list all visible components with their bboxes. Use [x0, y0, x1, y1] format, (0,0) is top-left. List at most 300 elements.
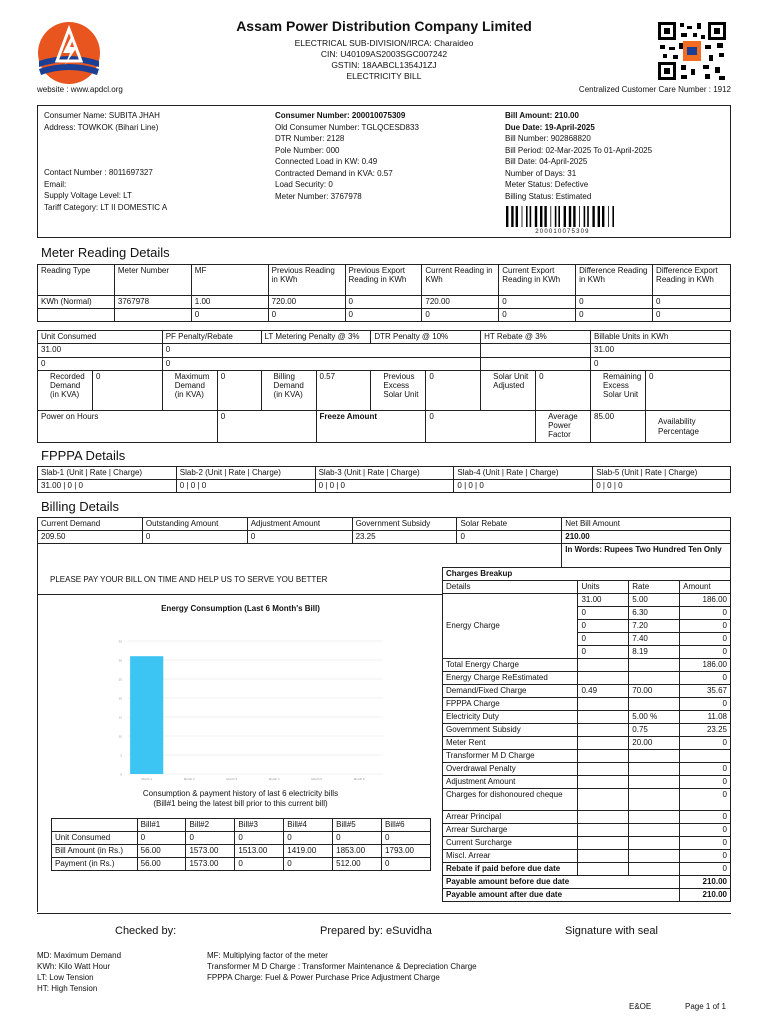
- table-cell: KWh (Normal): [38, 296, 115, 309]
- history-caption: [38, 789, 443, 809]
- table-cell: 0: [680, 850, 731, 863]
- charge-label: Arrear Principal: [443, 811, 578, 824]
- table-cell: [38, 309, 115, 322]
- payable-before-due-value: 210.00: [680, 876, 731, 889]
- table-cell: 0: [680, 763, 731, 776]
- table-cell: [578, 763, 629, 776]
- table-cell: [481, 344, 591, 358]
- col-billable-units: Billable Units in KWh: [591, 331, 731, 344]
- old-consumer-number: Old Consumer Number: TGLQCESD833: [275, 122, 419, 132]
- table-cell: 3767978: [114, 296, 191, 309]
- table-cell: 0: [142, 531, 247, 544]
- payable-before-due-label: Payable amount before due date: [443, 876, 680, 889]
- table-cell: 0: [680, 633, 731, 646]
- table-cell: [52, 819, 138, 832]
- charges-breakup-title: Charges Breakup: [443, 568, 731, 581]
- barcode-bar: [530, 206, 532, 227]
- table-cell: 0: [235, 832, 284, 845]
- table-cell: [629, 698, 680, 711]
- table-cell: [578, 824, 629, 837]
- barcode-bar: [544, 206, 546, 227]
- table-cell: [629, 672, 680, 685]
- charge-label: Miscl. Arrear: [443, 850, 578, 863]
- barcode-bar: [550, 206, 551, 227]
- table-cell: 1573.00: [186, 845, 235, 858]
- table-cell: [578, 811, 629, 824]
- bill-date: Bill Date: 04-April-2025: [505, 157, 588, 166]
- freeze-amount-label: Freeze Amount: [316, 411, 426, 443]
- table-cell: 0: [333, 832, 382, 845]
- table-cell: 0: [653, 296, 731, 309]
- bill-amount: Bill Amount: 210.00: [505, 111, 579, 120]
- table-cell: 7.20: [629, 620, 680, 633]
- table-cell: 20.00: [629, 737, 680, 750]
- table-cell: 0 | 0 | 0: [176, 480, 315, 493]
- table-cell: 0: [680, 646, 731, 659]
- barcode-bar: [573, 206, 575, 227]
- col-amount: Amount: [680, 581, 731, 594]
- billing-demand-value: 0.57: [316, 371, 371, 411]
- table-cell: 0: [680, 776, 731, 789]
- table-cell: 0: [578, 620, 629, 633]
- table-cell: 0: [680, 811, 731, 824]
- billing-status: Billing Status: Estimated: [505, 191, 592, 201]
- due-date: Due Date: 19-April-2025: [505, 122, 595, 132]
- barcode-bar: [511, 206, 513, 227]
- bill-period: Bill Period: 02-Mar-2025 To 01-April-2025: [505, 145, 653, 155]
- row-label: Bill Amount (in Rs.): [52, 845, 138, 858]
- table-cell: 0 | 0 | 0: [315, 480, 454, 493]
- meter-reading-table: [37, 264, 731, 322]
- x-tick-label: Month 2: [183, 777, 195, 781]
- x-tick-label: Month 5: [311, 777, 323, 781]
- table-cell: 0.75: [629, 724, 680, 737]
- col-difference-reading: Difference Reading in KWh: [576, 265, 653, 296]
- qr-code-icon: [657, 21, 727, 81]
- col-previous-export: Previous Export Reading in KWh: [345, 265, 422, 296]
- col-net-bill: Net Bill Amount: [562, 518, 731, 531]
- consumer-address: Address: TOWKOK (Bihari Line): [44, 122, 159, 132]
- col-solar-rebate: Solar Rebate: [457, 518, 562, 531]
- table-cell: [481, 358, 591, 371]
- legend-fpppa: FPPPA Charge: Fuel & Power Purchase Price Adjustment Charge: [207, 973, 440, 982]
- legend-right: [207, 950, 477, 983]
- x-tick-label: Month 4: [268, 777, 280, 781]
- history-caption-line-2: (Bill#1 being the latest bill prior to this current bill): [153, 799, 328, 808]
- connection-details: [275, 110, 495, 202]
- col-reading-type: Reading Type: [38, 265, 115, 296]
- barcode-number: 200010075309: [535, 229, 590, 235]
- table-cell: 0: [499, 296, 576, 309]
- table-cell: 31.00 | 0 | 0: [38, 480, 177, 493]
- table-cell: 0: [162, 358, 480, 371]
- payable-after-due-value: 210.00: [680, 889, 731, 902]
- table-cell: [578, 737, 629, 750]
- table-cell: 209.50: [38, 531, 143, 544]
- charge-label: Overdrawal Penalty: [443, 763, 578, 776]
- table-cell: 0.49: [578, 685, 629, 698]
- pole-number: Pole Number: 000: [275, 145, 340, 155]
- barcode-bar: [506, 206, 508, 227]
- col-bill-3: Bill#3: [235, 819, 284, 832]
- table-cell: [578, 750, 629, 763]
- legend-ht: HT: High Tension: [37, 984, 98, 993]
- table-cell: 35.67: [680, 685, 731, 698]
- table-cell: [578, 672, 629, 685]
- signature-with-seal: Signature with seal: [565, 925, 658, 937]
- legend-lt: LT: Low Tension: [37, 973, 94, 982]
- page-number: Page 1 of 1: [685, 1002, 726, 1011]
- legend-left: [37, 950, 121, 994]
- barcode-bar: [584, 206, 586, 227]
- table-cell: [629, 763, 680, 776]
- barcode-bar: [592, 206, 594, 227]
- charge-label: Electricity Duty: [443, 711, 578, 724]
- table-cell: [629, 850, 680, 863]
- legend-transformer: Transformer M D Charge : Transformer Maintenance & Depreciation Charge: [207, 962, 477, 971]
- meter-status: Meter Status: Defective: [505, 180, 589, 189]
- table-cell: 6.30: [629, 607, 680, 620]
- solar-adjusted-value: 0: [536, 371, 591, 411]
- number-of-days: Number of Days: 31: [505, 168, 577, 178]
- supply-voltage: Supply Voltage Level: LT: [44, 191, 132, 200]
- y-tick-label: 15: [118, 715, 122, 720]
- col-dtr-penalty: DTR Penalty @ 10%: [371, 331, 481, 344]
- amount-in-words: In Words: Rupees Two Hundred Ten Only: [562, 544, 731, 568]
- table-cell: 0: [345, 309, 422, 322]
- table-cell: 31.00: [38, 344, 163, 358]
- history-table: [51, 818, 431, 871]
- col-current-reading: Current Reading in KWh: [422, 265, 499, 296]
- table-cell: [680, 750, 731, 763]
- table-cell: 7.40: [629, 633, 680, 646]
- table-cell: 0: [422, 309, 499, 322]
- barcode: [505, 206, 620, 234]
- col-slab-3: Slab-3 (Unit | Rate | Charge): [315, 467, 454, 480]
- table-cell: [578, 863, 629, 876]
- payable-after-due-label: Payable amount after due date: [443, 889, 680, 902]
- y-tick-label: 25: [118, 677, 122, 682]
- table-cell: 0: [268, 309, 345, 322]
- table-cell: 0: [345, 296, 422, 309]
- barcode-bar: [608, 206, 609, 227]
- solar-adjusted-label: Solar Unit Adjusted: [481, 371, 536, 411]
- table-cell: 0: [680, 607, 731, 620]
- x-tick-label: Month 3: [226, 777, 238, 781]
- table-cell: 0: [247, 531, 352, 544]
- table-cell: 0: [680, 698, 731, 711]
- barcode-bar: [587, 206, 589, 227]
- previous-excess-solar-value: 0: [426, 371, 481, 411]
- table-cell: 0: [186, 832, 235, 845]
- energy-charge-label: Energy Charge: [443, 594, 578, 659]
- recorded-demand-value: 0: [92, 371, 162, 411]
- left-billing-panel: [37, 567, 442, 912]
- y-tick-label: 20: [118, 696, 122, 701]
- col-slab-1: Slab-1 (Unit | Rate | Charge): [38, 467, 177, 480]
- freeze-amount-value: 0: [426, 411, 536, 443]
- table-cell: 0: [191, 309, 268, 322]
- charge-label: Transformer M D Charge: [443, 750, 578, 763]
- table-cell: [114, 309, 191, 322]
- barcode-bar: [612, 206, 614, 227]
- table-cell: 31.00: [591, 344, 731, 358]
- contact-number: Contact Number : 8011697327: [44, 168, 153, 177]
- table-cell: 5.00 %: [629, 711, 680, 724]
- maximum-demand-value: 0: [217, 371, 261, 411]
- cin: CIN: U40109AS2003SGC007242: [320, 49, 448, 59]
- table-cell: 0: [457, 531, 562, 544]
- y-tick-label: 0: [120, 772, 122, 777]
- barcode-bar: [540, 206, 542, 227]
- col-adjustment: Adjustment Amount: [247, 518, 352, 531]
- connected-load: Connected Load in KW: 0.49: [275, 157, 378, 166]
- consumer-name: Consumer Name: SUBITA JHAH: [44, 111, 160, 120]
- table-cell: 70.00: [629, 685, 680, 698]
- consumer-number: Consumer Number: 200010075309: [275, 111, 406, 120]
- checked-by: Checked by:: [115, 925, 177, 937]
- col-slab-4: Slab-4 (Unit | Rate | Charge): [454, 467, 593, 480]
- barcode-bar: [526, 206, 528, 227]
- table-cell: [38, 544, 562, 568]
- row-label: Unit Consumed: [52, 832, 138, 845]
- fpppa-title: FPPPA Details: [41, 448, 126, 463]
- table-cell: 720.00: [422, 296, 499, 309]
- barcode-bar: [564, 206, 566, 227]
- table-cell: 0: [162, 344, 480, 358]
- charge-label: Demand/Fixed Charge: [443, 685, 578, 698]
- table-cell: [578, 724, 629, 737]
- table-cell: 1793.00: [382, 845, 431, 858]
- table-cell: 0: [591, 358, 731, 371]
- charge-label: Meter Rent: [443, 737, 578, 750]
- power-on-hours-label: Power on Hours: [38, 411, 218, 443]
- barcode-bar: [522, 206, 523, 227]
- table-cell: 0 | 0 | 0: [454, 480, 593, 493]
- barcode-bar: [555, 206, 557, 227]
- charge-label: Arrear Surcharge: [443, 824, 578, 837]
- table-cell: 0: [576, 309, 653, 322]
- billing-title: Billing Details: [41, 499, 120, 514]
- maximum-demand-label: Maximum Demand (in KVA): [162, 371, 217, 411]
- col-slab-5: Slab-5 (Unit | Rate | Charge): [593, 467, 731, 480]
- gstin: GSTIN: 18AABCL1354J1ZJ: [331, 60, 437, 70]
- table-cell: 1573.00: [186, 858, 235, 871]
- col-units: Units: [578, 581, 629, 594]
- table-cell: [629, 811, 680, 824]
- table-cell: 56.00: [137, 845, 186, 858]
- col-unit-consumed: Unit Consumed: [38, 331, 163, 344]
- units-table: [37, 330, 731, 443]
- energy-consumption-chart: [83, 617, 393, 782]
- customer-care: Centralized Customer Care Number : 1912: [578, 85, 731, 94]
- table-cell: 11.08: [680, 711, 731, 724]
- barcode-bar: [558, 206, 560, 227]
- col-current-demand: Current Demand: [38, 518, 143, 531]
- table-cell: [578, 850, 629, 863]
- sub-division: ELECTRICAL SUB-DIVISION/IRCA: Charaideo: [294, 38, 474, 48]
- charge-label: Current Surcharge: [443, 837, 578, 850]
- table-cell: 0: [137, 832, 186, 845]
- legend-mf: MF: Multiplying factor of the meter: [207, 951, 328, 960]
- col-outstanding: Outstanding Amount: [142, 518, 247, 531]
- col-difference-export: Difference Export Reading in KWh: [653, 265, 731, 296]
- table-cell: [629, 824, 680, 837]
- bar: [130, 656, 163, 774]
- table-cell: 56.00: [137, 858, 186, 871]
- average-power-factor-value: 85.00: [591, 411, 646, 443]
- col-bill-2: Bill#2: [186, 819, 235, 832]
- table-cell: [578, 837, 629, 850]
- col-govt-subsidy: Government Subsidy: [352, 518, 457, 531]
- prepared-by: Prepared by: eSuvidha: [320, 925, 432, 937]
- chart-title: Energy Consumption (Last 6 Month's Bill): [161, 604, 320, 613]
- table-cell: 0: [382, 858, 431, 871]
- barcode-bar: [516, 206, 518, 227]
- consumer-info-box: [37, 105, 731, 238]
- consumer-details: [44, 110, 264, 213]
- charge-label: Adjustment Amount: [443, 776, 578, 789]
- table-cell: 0: [235, 858, 284, 871]
- barcode-bar: [598, 206, 600, 227]
- charges-breakup-table: [442, 567, 731, 902]
- table-cell: 0: [578, 633, 629, 646]
- col-bill-5: Bill#5: [333, 819, 382, 832]
- contracted-demand: Contracted Demand in KVA: 0.57: [275, 168, 393, 178]
- charge-label: FPPPA Charge: [443, 698, 578, 711]
- table-cell: 1.00: [191, 296, 268, 309]
- eoe: E&OE: [629, 1002, 652, 1011]
- table-cell: [578, 776, 629, 789]
- document-type: ELECTRICITY BILL: [346, 71, 422, 81]
- y-tick-label: 5: [120, 753, 122, 758]
- charge-label: Total Energy Charge: [443, 659, 578, 672]
- charge-label: Rebate if paid before due date: [443, 863, 578, 876]
- meter-reading-title: Meter Reading Details: [41, 245, 170, 260]
- table-cell: [629, 659, 680, 672]
- barcode-bar: [602, 206, 604, 227]
- billing-table: [37, 517, 731, 568]
- barcode-bar: [569, 206, 571, 227]
- y-tick-label: 10: [118, 734, 122, 739]
- row-label: Payment (in Rs.): [52, 858, 138, 871]
- table-cell: 0: [680, 824, 731, 837]
- col-mf: MF: [191, 265, 268, 296]
- fpppa-table: [37, 466, 731, 493]
- footer-divider: [37, 913, 731, 914]
- tariff-category: Tariff Category: LT II DOMESTIC A: [44, 202, 168, 212]
- table-cell: 0: [284, 858, 333, 871]
- table-cell: [629, 750, 680, 763]
- dtr-number: DTR Number: 2128: [275, 134, 345, 143]
- table-cell: 0: [578, 607, 629, 620]
- recorded-demand-label: Recorded Demand (in KVA): [38, 371, 93, 411]
- bill-number: Bill Number: 902868820: [505, 134, 591, 143]
- col-bill-4: Bill#4: [284, 819, 333, 832]
- table-cell: 0: [680, 620, 731, 633]
- email: Email:: [44, 179, 67, 189]
- col-meter-number: Meter Number: [114, 265, 191, 296]
- table-cell: 0: [284, 832, 333, 845]
- charge-label: Energy Charge ReEstimated: [443, 672, 578, 685]
- company-name: Assam Power Distribution Company Limited: [236, 18, 532, 34]
- col-lt-metering: LT Metering Penalty @ 3%: [261, 331, 371, 344]
- col-previous-reading: Previous Reading in KWh: [268, 265, 345, 296]
- table-cell: 186.00: [680, 594, 731, 607]
- table-cell: 0: [680, 789, 731, 811]
- table-cell: 186.00: [680, 659, 731, 672]
- remaining-solar-label: Remaining Excess Solar Unit: [591, 371, 646, 411]
- previous-excess-solar-label: Previous Excess Solar Unit: [371, 371, 426, 411]
- barcode-bar: [579, 206, 580, 227]
- load-security: Load Security: 0: [275, 180, 333, 189]
- col-details: Details: [443, 581, 578, 594]
- charge-label: Government Subsidy: [443, 724, 578, 737]
- average-power-factor-label: Average Power Factor: [536, 411, 591, 443]
- remaining-solar-value: 0: [646, 371, 731, 411]
- legend-md: MD: Maximum Demand: [37, 951, 122, 960]
- charge-label: Charges for dishonoured cheque: [443, 789, 578, 811]
- col-bill-6: Bill#6: [382, 819, 431, 832]
- y-tick-label: 35: [118, 639, 122, 644]
- website[interactable]: website : www.apdcl.org: [37, 85, 123, 94]
- col-ht-rebate: HT Rebate @ 3%: [481, 331, 591, 344]
- table-cell: 5.00: [629, 594, 680, 607]
- meter-number: Meter Number: 3767978: [275, 191, 362, 201]
- table-cell: 1513.00: [235, 845, 284, 858]
- history-caption-line-1: Consumption & payment history of last 6 electricity bills: [142, 789, 339, 798]
- col-bill-1: Bill#1: [137, 819, 186, 832]
- legend-kwh: KWh: Kilo Watt Hour: [37, 962, 111, 971]
- x-tick-label: Month 6: [353, 777, 365, 781]
- table-cell: 1419.00: [284, 845, 333, 858]
- table-cell: [578, 789, 629, 811]
- col-current-export: Current Export Reading in KWh: [499, 265, 576, 296]
- col-pf-penalty: PF Penalty/Rebate: [162, 331, 261, 344]
- table-cell: [629, 863, 680, 876]
- table-cell: 31.00: [578, 594, 629, 607]
- table-cell: 8.19: [629, 646, 680, 659]
- table-cell: 0: [680, 863, 731, 876]
- table-cell: [629, 837, 680, 850]
- table-cell: 1853.00: [333, 845, 382, 858]
- table-cell: [578, 711, 629, 724]
- table-cell: 0: [578, 646, 629, 659]
- table-cell: 0: [680, 737, 731, 750]
- table-cell: 0: [38, 358, 163, 371]
- col-slab-2: Slab-2 (Unit | Rate | Charge): [176, 467, 315, 480]
- payment-notice: PLEASE PAY YOUR BILL ON TIME AND HELP US TO SERVE YOU BETTER: [50, 575, 328, 584]
- table-cell: 720.00: [268, 296, 345, 309]
- table-cell: [629, 789, 680, 811]
- y-tick-label: 30: [118, 658, 122, 663]
- table-cell: 0 | 0 | 0: [593, 480, 731, 493]
- col-rate: Rate: [629, 581, 680, 594]
- table-cell: [578, 659, 629, 672]
- table-cell: [629, 776, 680, 789]
- billing-demand-label: Billing Demand (in KVA): [261, 371, 316, 411]
- barcode-bar: [535, 206, 537, 227]
- table-cell: 0: [680, 672, 731, 685]
- bill-summary: [505, 110, 725, 202]
- availability-label: Availability Percentage: [646, 411, 731, 443]
- table-cell: [578, 698, 629, 711]
- table-cell: 23.25: [680, 724, 731, 737]
- net-bill-value: 210.00: [562, 531, 731, 544]
- x-tick-label: Month 1: [141, 777, 153, 781]
- power-on-hours-value: 0: [217, 411, 316, 443]
- table-cell: 512.00: [333, 858, 382, 871]
